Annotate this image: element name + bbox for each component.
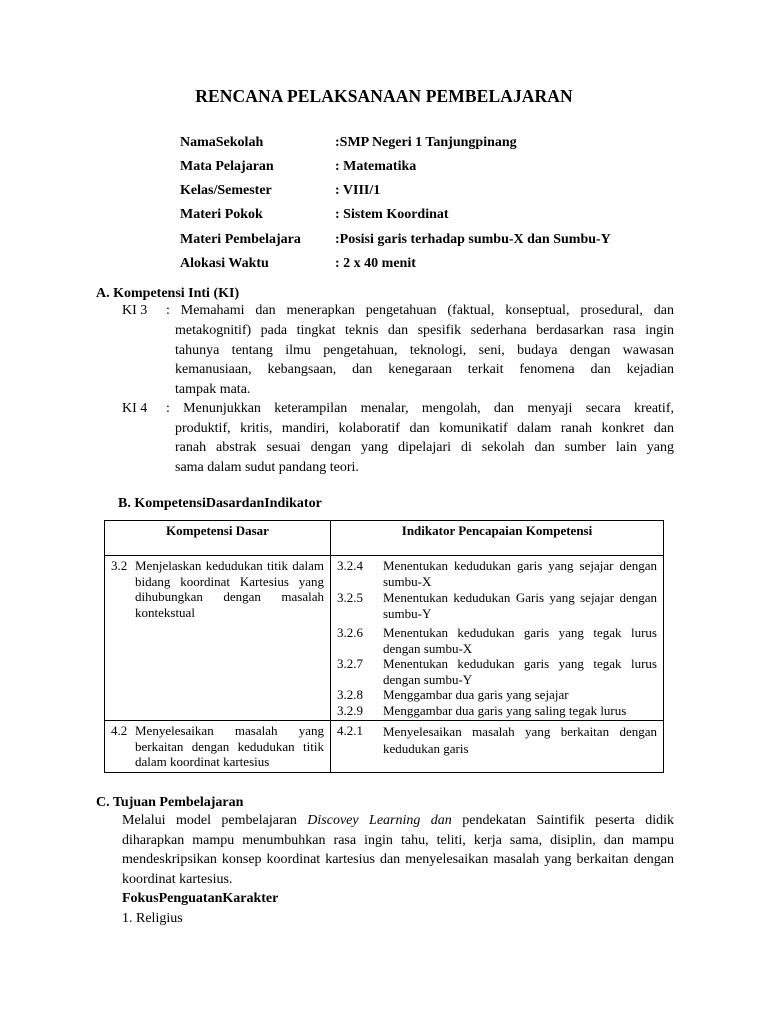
indicator-text: Menggambar dua garis yang saling tegak lurus (383, 702, 627, 718)
info-row-material (180, 232, 700, 252)
objective-paragraph (122, 811, 674, 889)
competency-table (104, 520, 664, 773)
indicator-text: Menentukan kedudukan garis yang tegak lurus dengan sumbu-X (383, 625, 657, 656)
objective-text-rest: pendekatan Saintifik peserta didik diharapkan mampu menumbuhkan rasa ingin tahu, teliti, kerja sama, disiplin, dan mampu mendeskripsikan konsep koordinat kartesius dan menyelesaikan masalah yang berkaitan dengan koordinat kartesius. (122, 813, 674, 887)
info-value: :Posisi garis terhadap sumbu-X dan Sumbu-Y (335, 232, 611, 247)
info-row-time (180, 256, 700, 276)
indicator-text: Menentukan kedudukan garis yang tegak lurus dengan sumbu-Y (383, 656, 657, 687)
kd-cell (105, 556, 331, 721)
info-label: Alokasi Waktu (180, 256, 269, 271)
kd-text: Menjelaskan kedudukan titik dalam bidang koordinat Kartesius yang dihubungkan dengan masalah kontekstual (135, 558, 324, 620)
table-row (105, 721, 664, 773)
info-value: : Matematika (335, 159, 417, 174)
table-header-row (105, 521, 664, 556)
indicator-number: 3.2.6 (337, 625, 363, 640)
indicator-text: Menentukan kedudukan garis yang sejajar dengan sumbu-X (383, 558, 657, 589)
page-title: RENCANA PELAKSANAAN PEMBELAJARAN (195, 86, 573, 106)
ki4-line: produktif, kritis, mandiri, kolaboratif dan komunikatif dalam ranah konkret dan (175, 421, 674, 436)
indicator-item (337, 590, 657, 621)
info-label: NamaSekolah (180, 135, 264, 150)
ki4-label: KI 4 (122, 401, 148, 416)
info-label: Materi Pembelajara (180, 232, 301, 247)
info-row-topic (180, 207, 700, 227)
info-value: : 2 x 40 menit (335, 256, 416, 271)
ki3-line: : Memahami dan menerapkan pengetahuan (faktual, konseptual, prosedural, dan (166, 303, 674, 318)
ki3-line: tahunya tentang ilmu pengetahuan, teknologi, seni, budaya dengan wawasan (175, 343, 674, 358)
info-row-school (180, 135, 700, 155)
ki4-line: ranah abstrak sesuai dengan yang dipelajari di sekolah dan sumber lain yang (175, 440, 674, 455)
table-row (105, 556, 664, 721)
info-label: Kelas/Semester (180, 183, 272, 198)
info-label: Materi Pokok (180, 207, 263, 222)
ki4-line: sama dalam sudut pandang teori. (175, 460, 359, 475)
indicator-cell (331, 556, 664, 721)
indicator-number: 3.2.5 (337, 590, 363, 605)
indicator-number: 4.2.1 (337, 723, 363, 738)
kd-number: 3.2 (111, 558, 128, 573)
info-row-class (180, 183, 700, 203)
info-label: Mata Pelajaran (180, 159, 274, 174)
section-b-heading: B. KompetensiDasardanIndikator (118, 496, 322, 511)
info-row-subject (180, 159, 700, 179)
indicator-cell (331, 721, 664, 773)
indicator-number: 3.2.7 (337, 656, 363, 671)
indicator-text: Menyelesaikan masalah yang berkaitan dengan kedudukan garis (383, 724, 657, 756)
info-value: :SMP Negeri 1 Tanjungpinang (335, 135, 517, 150)
info-value: : VIII/1 (335, 183, 381, 198)
objective-model-name: Discovey Learning dan (307, 813, 452, 828)
table-header: Kompetensi Dasar (105, 521, 331, 556)
indicator-text: Menentukan kedudukan Garis yang sejajar dengan sumbu-Y (383, 590, 657, 621)
indicator-item (337, 558, 657, 589)
ki4-line: : Menunjukkan keterampilan menalar, mengolah, dan menyaji secara kreatif, (166, 401, 674, 416)
indicator-number: 3.2.8 (337, 687, 363, 702)
indicator-text: Menggambar dua garis yang sejajar (383, 687, 569, 702)
kd-cell (105, 721, 331, 773)
indicator-item (337, 625, 657, 656)
list-item: 1. Religius (122, 911, 183, 926)
ki3-line: tampak mata. (175, 382, 251, 397)
indicator-item (337, 687, 657, 703)
indicator-item (337, 656, 657, 687)
indicator-number: 3.2.4 (337, 558, 363, 573)
indicator-item (337, 723, 657, 757)
kd-number: 4.2 (111, 723, 128, 738)
section-c-heading: C. Tujuan Pembelajaran (96, 795, 244, 810)
info-value: : Sistem Koordinat (335, 207, 449, 222)
kd-text: Menyelesaikan masalah yang berkaitan dengan kedudukan titik dalam koordinat kartesius (135, 723, 324, 769)
ki3-line: kemanusiaan, kebangsaan, dan kenegaraan terkait fenomena dan kejadian (175, 362, 674, 377)
table-header: Indikator Pencapaian Kompetensi (331, 521, 664, 556)
ki3-line: metakognitif) pada tingkat teknis dan spesifik sederhana berdasarkan rasa ingin (175, 323, 674, 338)
character-focus-heading: FokusPenguatanKarakter (122, 891, 279, 906)
indicator-number: 3.2.9 (337, 702, 363, 718)
section-a-heading: A. Kompetensi Inti (KI) (96, 286, 240, 301)
objective-text-start: Melalui model pembelajaran (122, 813, 308, 828)
ki3-label: KI 3 (122, 303, 148, 318)
indicator-item (337, 703, 657, 719)
